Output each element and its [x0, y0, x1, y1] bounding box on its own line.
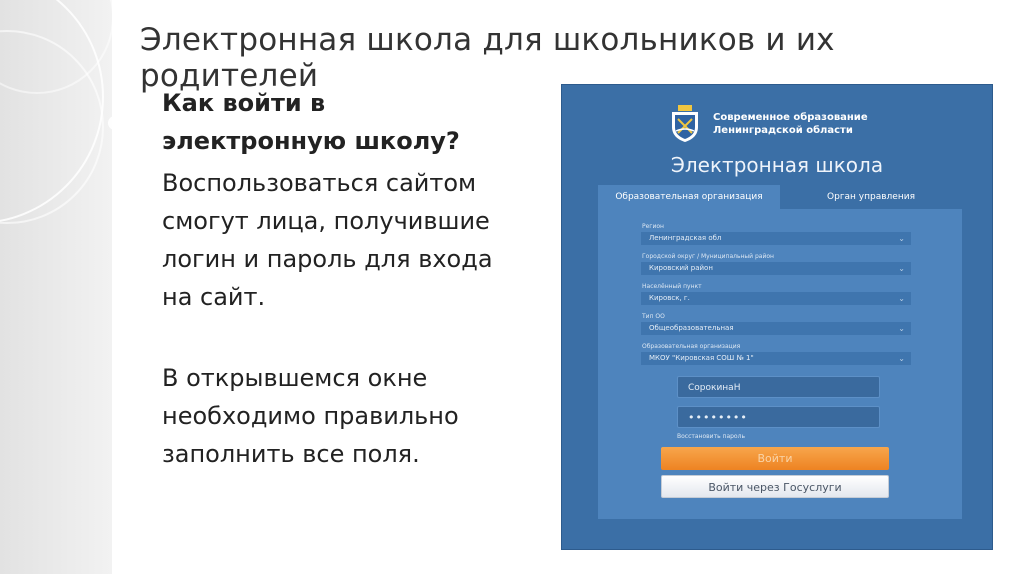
chevron-down-icon: ⌄	[898, 354, 905, 363]
paragraph-line: заполнить все поля.	[162, 440, 420, 468]
paragraph-line: логин и пароль для входа	[162, 245, 493, 273]
paragraph-line: смогут лица, получившие	[162, 207, 490, 235]
chevron-down-icon: ⌄	[898, 234, 905, 243]
chevron-down-icon: ⌄	[898, 294, 905, 303]
heading-line: Как войти в	[162, 89, 326, 117]
school-type-label: Тип ОО	[642, 313, 665, 320]
organization-select[interactable]	[641, 352, 911, 365]
coat-of-arms-icon	[669, 105, 701, 143]
locality-select[interactable]	[641, 292, 911, 305]
district-value: Кировский район	[649, 264, 713, 272]
username-field[interactable]: СорокинаН	[677, 376, 880, 398]
tab-management-body[interactable]: Орган управления	[827, 192, 915, 202]
district-label: Городской округ / Муниципальный район	[642, 253, 774, 260]
decorative-side-band	[0, 0, 112, 574]
login-tabs	[598, 185, 962, 209]
login-form	[598, 209, 962, 519]
org-name	[713, 111, 913, 137]
login-button[interactable]: Войти	[661, 447, 889, 470]
chevron-down-icon: ⌄	[898, 324, 905, 333]
gosuslugi-login-button[interactable]: Войти через Госуслуги	[661, 475, 889, 498]
org-name-line: Современное образование	[713, 112, 868, 123]
organization-label: Образовательная организация	[642, 343, 741, 350]
org-name-line: Ленинградской области	[713, 125, 853, 136]
recover-password-link[interactable]: Восстановить пароль	[677, 433, 745, 440]
password-field[interactable]: ••••••••	[677, 406, 880, 428]
chevron-down-icon: ⌄	[898, 264, 905, 273]
school-type-value: Общеобразовательная	[649, 324, 734, 332]
org-header	[669, 105, 913, 143]
locality-label: Населённый пункт	[642, 283, 702, 290]
paragraph-line: на сайт.	[162, 283, 266, 311]
region-value: Ленинградская обл	[649, 234, 722, 242]
paragraph-line: В открывшемся окне	[162, 364, 428, 392]
heading-line: электронную школу?	[162, 127, 460, 155]
school-type-select[interactable]	[641, 322, 911, 335]
organization-value: МКОУ "Кировская СОШ № 1"	[649, 354, 754, 362]
paragraph-line: Воспользоваться сайтом	[162, 169, 477, 197]
slide-title: Электронная школа для школьников и их родителей	[140, 22, 835, 94]
instructions-text	[162, 84, 552, 473]
region-label: Регион	[642, 223, 664, 230]
tab-educational-organization[interactable]: Образовательная организация	[598, 185, 780, 209]
paragraph-fill-fields	[162, 359, 552, 473]
app-title: Электронная школа	[670, 153, 884, 177]
login-screenshot	[561, 84, 993, 550]
paragraph-login-info	[162, 164, 552, 316]
locality-value: Кировск, г.	[649, 294, 690, 302]
region-select[interactable]	[641, 232, 911, 245]
decorative-dot	[108, 116, 122, 130]
district-select[interactable]	[641, 262, 911, 275]
paragraph-line: необходимо правильно	[162, 402, 459, 430]
